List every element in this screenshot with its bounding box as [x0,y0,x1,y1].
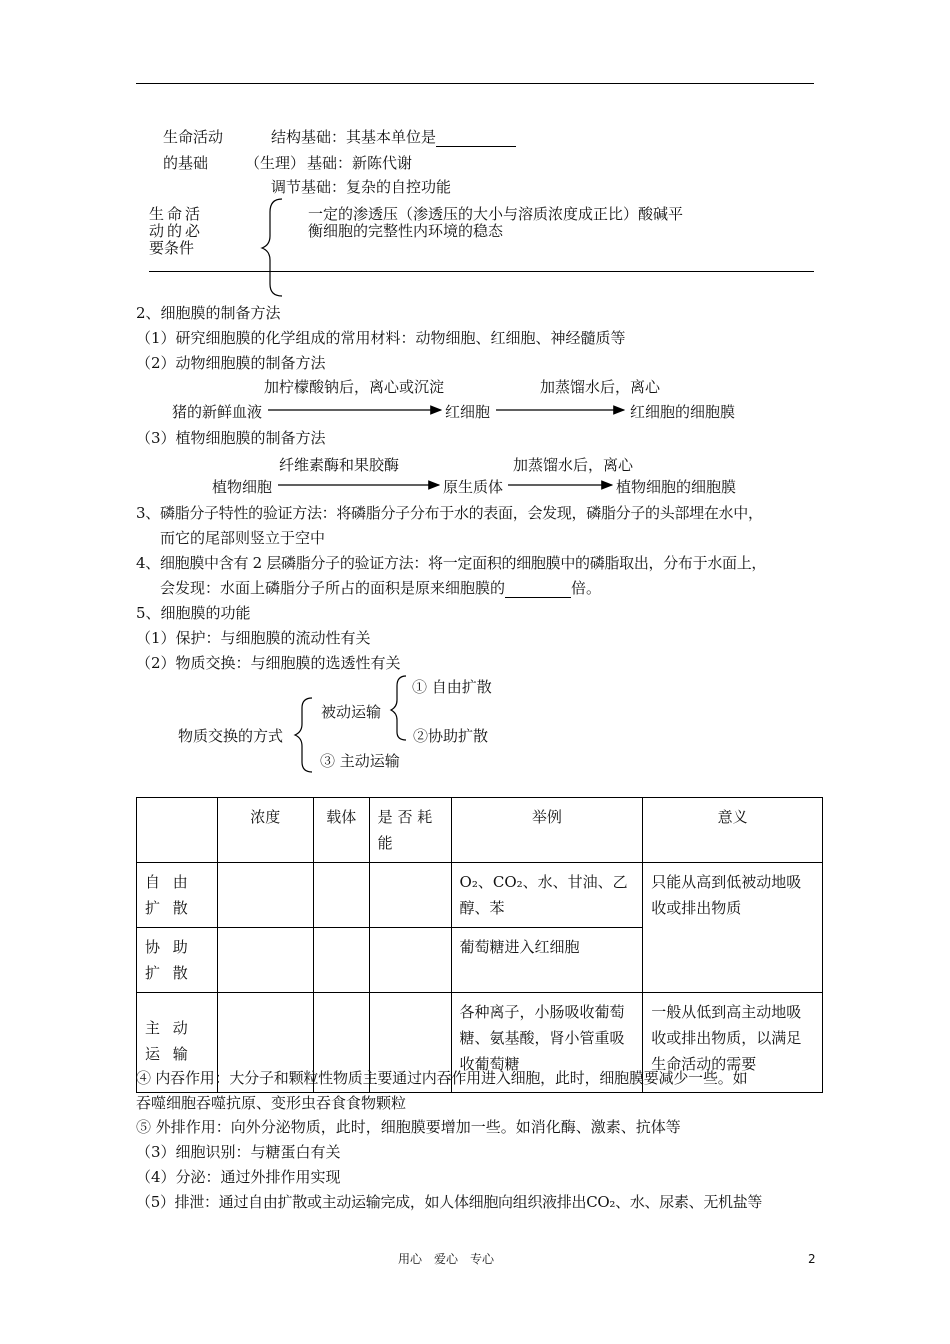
exocytosis: ⑤ 外排作用：向外分泌物质，此时，细胞膜要增加一些。如消化酶、激素、抗体等 [136,1118,681,1136]
section4-line1: 4、细胞膜中含有 2 层磷脂分子的验证方法：将一定面积的细胞膜中的磷脂取出，分布于水面上， [136,554,767,572]
cell[interactable] [217,928,313,993]
cell[interactable] [369,863,451,928]
plant-node2: 原生质体 [443,478,504,496]
exchange-brace [295,698,312,772]
animal-node2: 红细胞 [445,403,491,421]
plant-node3: 植物细胞的细胞膜 [616,478,737,496]
plant-node1: 植物细胞 [212,478,273,496]
animal-step2-label: 加蒸馏水后，离心 [540,378,661,396]
physio-label: （生理） [245,154,306,172]
section2-title: 2、细胞膜的制备方法 [136,304,281,322]
header-cell: 载体 [313,798,369,863]
header-cell: 浓度 [217,798,313,863]
section4-line2-b: 倍。 [571,579,602,597]
table-header-row [137,798,823,863]
necessary-text-2: 衡细胞的完整性内环境的稳态 [308,222,504,240]
section2-item2: （2）动物细胞膜的制备方法 [136,354,326,372]
cell[interactable] [313,863,369,928]
facilitated-diffusion: ②协助扩散 [413,727,489,745]
life-basis-title-2: 的基础 [163,154,209,172]
row-name: 协 助 扩 散 [137,928,218,993]
section5-item1: （1）保护：与细胞膜的流动性有关 [136,629,371,647]
footer-slogan: 用心 爱心 专心 [398,1252,495,1266]
necessary-label-2: 动的必 [149,222,204,240]
plant-step1-label: 纤维素酶和果胶酶 [279,456,400,474]
endocytosis-line2: 吞噬细胞吞噬抗原、变形虫吞食食物颗粒 [136,1094,407,1112]
header-cell [137,798,218,863]
row-meaning: 只能从高到低被动地吸收或排出物质 [643,863,823,993]
row-example: O₂、CO₂、水、甘油、乙醇、苯 [451,863,643,928]
cell[interactable] [217,863,313,928]
animal-node3: 红细胞的细胞膜 [630,403,736,421]
table-row [137,863,823,928]
regulation-basis: 调节基础：复杂的自控功能 [271,178,452,196]
row-example: 各种离子，小肠吸收葡萄糖、氨基酸，肾小管重吸收葡萄糖 [451,993,643,1093]
cell[interactable] [313,928,369,993]
section3-line1: 3、磷脂分子特性的验证方法：将磷脂分子分布于水的表面，会发现，磷脂分子的头部埋在水中， [136,504,763,522]
row-meaning: 一般从低到高主动地吸收或排出物质，以满足生命活动的需要 [643,993,823,1093]
necessary-label-3: 要条件 [149,239,195,257]
active-transport: ③ 主动运输 [320,752,400,770]
row-example: 葡萄糖进入红细胞 [451,928,643,993]
section5-item2: （2）物质交换：与细胞膜的选透性有关 [136,654,401,672]
section2-item3: （3）植物细胞膜的制备方法 [136,429,326,447]
life-basis-title-1: 生命活动 [163,128,224,146]
necessary-text-1: 一定的渗透压（渗透压的大小与溶质浓度成正比）酸碱平 [308,205,684,223]
header-cell: 意义 [643,798,823,863]
section5-item3: （3）细胞识别：与糖蛋白有关 [136,1143,341,1161]
animal-node1: 猪的新鲜血液 [172,403,263,421]
endocytosis-line1: ④ 内吞作用：大分子和颗粒性物质主要通过内吞作用进入细胞，此时，细胞膜要减少一些。如 [136,1069,748,1087]
section4-line2-a: 会发现：水面上磷脂分子所占的面积是原来细胞膜的 [160,579,506,597]
row-name: 自 由 扩 散 [137,863,218,928]
transport-table [136,797,823,1093]
section2-item1: （1）研究细胞膜的化学组成的常用材料：动物细胞、红细胞、神经髓质等 [136,329,626,347]
passive-brace [391,676,406,740]
free-diffusion: ① 自由扩散 [412,678,492,696]
exchange-root: 物质交换的方式 [178,727,284,745]
animal-step1-label: 加柠檬酸钠后，离心或沉淀 [264,378,445,396]
header-cell: 是 否 耗 能 [369,798,451,863]
row-name: 主 动 运 输 [137,993,218,1093]
page-number: 2 [808,1252,816,1266]
plant-step2-label: 加蒸馏水后，离心 [513,456,634,474]
section5-item5: （5）排泄：通过自由扩散或主动运输完成，如人体细胞向组织液排出CO₂、水、尿素、无机盐等 [136,1193,763,1211]
section5-title: 5、细胞膜的功能 [136,604,251,622]
passive-transport: 被动运输 [321,703,382,721]
cell[interactable] [369,928,451,993]
section5-item4: （4）分泌：通过外排作用实现 [136,1168,341,1186]
necessary-label-1: 生命活 [149,205,204,223]
structure-basis-text: 结构基础：其基本单位是 [271,128,437,146]
section3-line2: 而它的尾部则竖立于空中 [160,529,326,547]
physio-basis: 基础：新陈代谢 [307,154,413,172]
necessary-brace [262,199,282,296]
header-cell: 举例 [451,798,643,863]
